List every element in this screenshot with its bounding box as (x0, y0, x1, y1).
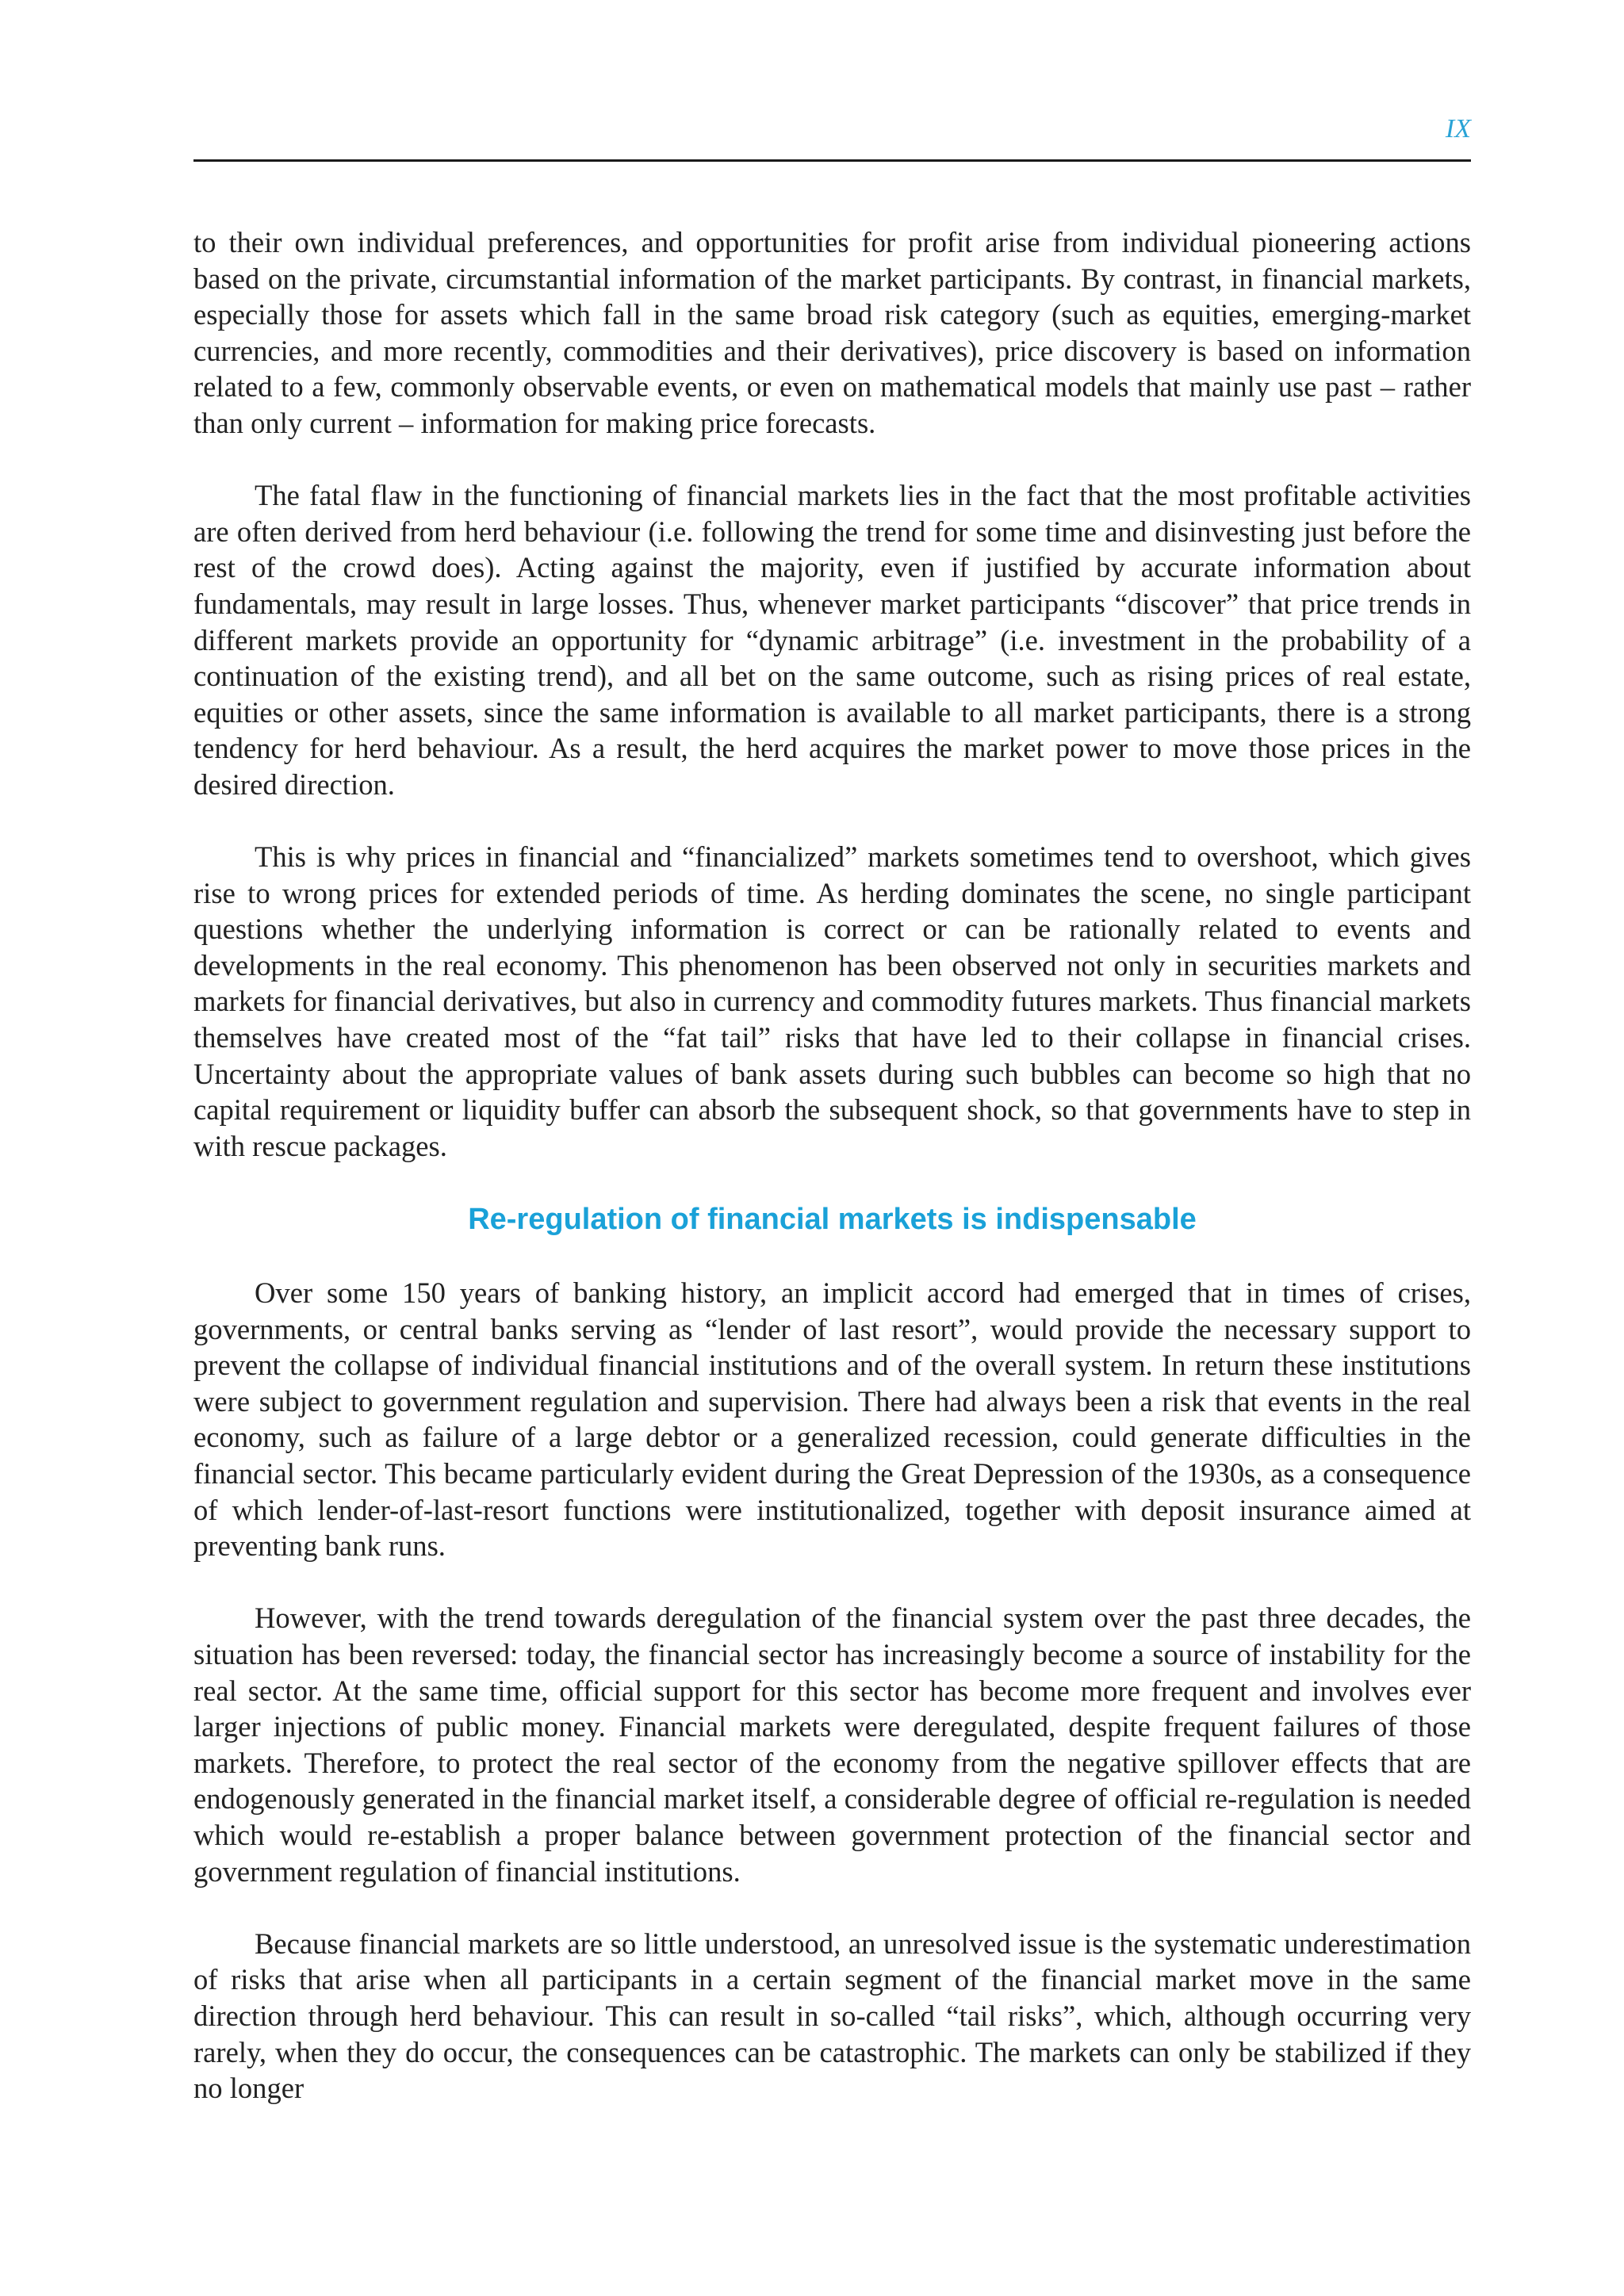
body-text (193, 224, 1471, 2142)
paragraph-2: The fatal flaw in the functioning of financial markets lies in the fact that the most profitable activities are often derived from herd behaviour (i.e. following the trend for some time and disinvesting just before the rest of the crowd does). Acting against the majority, even if justified by accurate information about fundamentals, may result in large losses. Thus, whenever market participants “discover” that price trends in different markets provide an opportunity for “dynamic arbitrage” (i.e. investment in the probability of a continuation of the existing trend), and all bet on the same outcome, such as rising prices of real estate, equities or other assets, since the same information is available to all market participants, there is a strong tendency for herd behaviour. As a result, the herd acquires the market power to move those prices in the desired direction. (193, 479, 1471, 801)
paragraph-5: However, with the trend towards deregulation of the financial system over the past three decades, the situation has been reversed: today, the financial sector has increasingly become a source of instability for the real sector. At the same time, official support for this sector has become more frequent and involves ever larger injections of public money. Financial markets were deregulated, despite frequent failures of those markets. Therefore, to protect the real sector of the economy from the negative spillover effects that are endogenously generated in the financial market itself, a considerable degree of official re-regulation is needed which would re-establish a proper balance between government protection of the financial sector and government regulation of financial institutions. (193, 1601, 1471, 1888)
header-rule (193, 159, 1471, 162)
paragraph-1: to their own individual preferences, and opportunities for profit arise from individual pioneering actions based on the private, circumstantial information of the market participants. By contrast, in financial markets, especially those for assets which fall in the same broad risk category (such as equities, emerging-market currencies, and more recently, commodities and their derivatives), price discovery is based on information related to a few, commonly observable events, or even on mathematical models that mainly use past – rather than only current – information for making price forecasts. (193, 226, 1471, 439)
paragraph-6: Because financial markets are so little understood, an unresolved issue is the systematic underestimation of risks that arise when all participants in a certain segment of the financial market move in the same direction through herd behaviour. This can result in so-called “tail risks”, which, although occurring very rarely, when they do occur, the consequences can be catastrophic. The markets can only be stabilized if they no longer (193, 1927, 1471, 2105)
paragraph-3: This is why prices in financial and “financialized” markets sometimes tend to overshoot, which gives rise to wrong prices for extended periods of time. As herding dominates the scene, no single participant questions whether the underlying information is correct or can be rationally related to events and developments in the real economy. This phenomenon has been observed not only in securities markets and markets for financial derivatives, but also in currency and commodity futures markets. Thus financial markets themselves have created most of the “fat tail” risks that have led to their collapse in financial crises. Uncertainty about the appropriate values of bank assets during such bubbles can become so high that no capital requirement or liquidity buffer can absorb the subsequent shock, so that governments have to step in with rescue packages. (193, 840, 1471, 1162)
page-number: IX (1445, 114, 1471, 144)
section-heading: Re-regulation of financial markets is indispensable (468, 1203, 1197, 1237)
paragraph-4: Over some 150 years of banking history, an implicit accord had emerged that in times of crises, governments, or central banks serving as “lender of last resort”, would provide the necessary support to prevent the collapse of individual financial institutions and of the overall system. In return these institutions were subject to government regulation and supervision. There had always been a risk that events in the real economy, such as failure of a large debtor or a generalized recession, could generate difficulties in the financial sector. This became particularly evident during the Great Depression of the 1930s, as a consequence of which lender-of-last-resort functions were institutionalized, together with deposit insurance aimed at preventing bank runs. (193, 1276, 1471, 1563)
